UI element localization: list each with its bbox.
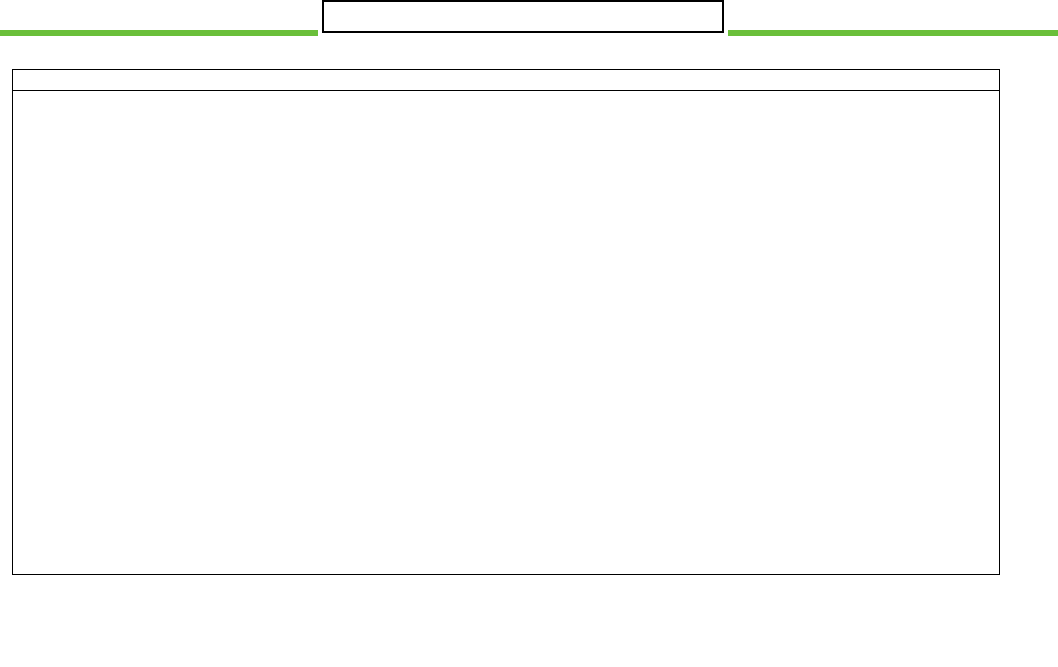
- menu-title: [322, 0, 724, 33]
- weekly-menu-table: [12, 69, 1000, 575]
- day-header-row: [13, 70, 999, 91]
- header-decoration-left: [0, 0, 318, 36]
- header-decoration-right: [728, 0, 1058, 36]
- grass-strip: [728, 30, 1058, 36]
- grass-strip: [0, 30, 318, 36]
